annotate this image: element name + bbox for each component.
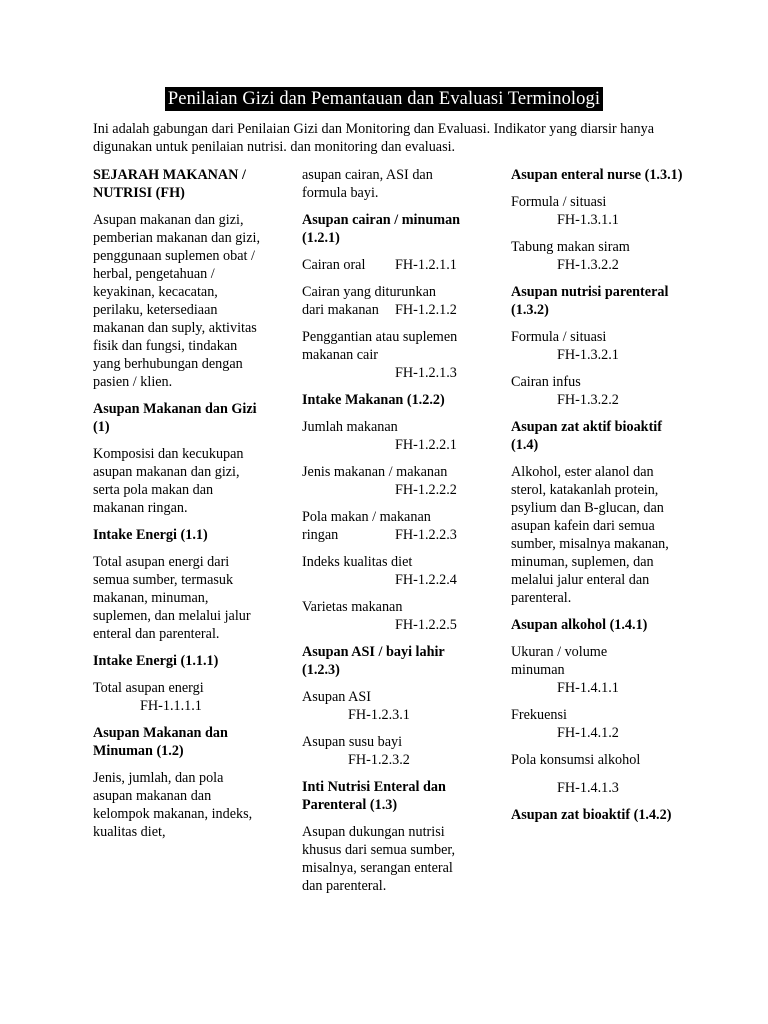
indicator-code: FH-1.2.2.1 (395, 437, 457, 453)
indicator-label: Jumlah makanan (302, 419, 398, 435)
indicator-label: Total asupan energi (93, 680, 204, 696)
indicator-code: FH-1.2.3.2 (348, 752, 410, 768)
indicator-item (302, 418, 472, 454)
indicator-code: FH-1.2.1.2 (395, 302, 457, 318)
indicator-label: Jenis makanan / makanan (302, 464, 448, 480)
indicator-label: Varietas makanan (302, 599, 403, 615)
section-heading: Asupan alkohol (1.4.1) (511, 617, 648, 633)
indicator-item (302, 508, 472, 544)
indicator-label: Pola makan / makanan (302, 509, 431, 525)
column-2 (302, 166, 472, 904)
indicator-label: Asupan ASI (302, 689, 371, 705)
section-paragraph: Asupan makanan dan gizi, pemberian makanan dan gizi, penggunaan suplemen obat / herbal, pengetahuan / keyakinan, kecacatan, perilaku, ketersediaan makanan dan suply, aktivitas fisik dan fungsi, tindakan yang berhubungan dengan pasien / klien. (93, 212, 261, 390)
section-heading: SEJARAH MAKANAN / NUTRISI (FH) (93, 167, 246, 201)
indicator-code: FH-1.3.2.1 (557, 347, 619, 363)
indicator-item (302, 733, 472, 769)
indicator-code: FH-1.1.1.1 (140, 698, 202, 714)
indicator-code: FH-1.2.2.3 (395, 527, 457, 543)
indicator-code: FH-1.2.2.2 (395, 482, 457, 498)
indicator-code: FH-1.3.2.2 (557, 392, 619, 408)
indicator-label: Cairan yang diturunkan (302, 284, 436, 300)
section-heading: Intake Makanan (1.2.2) (302, 392, 445, 408)
indicator-code: FH-1.2.3.1 (348, 707, 410, 723)
section-heading: Asupan nutrisi parenteral (1.3.2) (511, 284, 669, 318)
section-heading: Asupan Makanan dan Minuman (1.2) (93, 725, 228, 759)
section-heading: Asupan cairan / minuman (1.2.1) (302, 212, 461, 246)
column-3 (511, 166, 691, 833)
indicator-item (302, 256, 472, 274)
indicator-item (511, 373, 691, 409)
indicator-label: ringan (302, 527, 339, 543)
indicator-label: dari makanan (302, 302, 379, 318)
section-paragraph: Komposisi dan kecukupan asupan makanan dan gizi, serta pola makan dan makanan ringan. (93, 446, 244, 516)
indicator-code: FH-1.3.1.1 (557, 212, 619, 228)
indicator-label: Cairan infus (511, 374, 581, 390)
indicator-code: FH-1.2.2.4 (395, 572, 457, 588)
indicator-item (302, 553, 472, 589)
indicator-item (511, 706, 691, 742)
indicator-code: FH-1.2.1.1 (395, 257, 457, 273)
section-paragraph: Alkohol, ester alanol dan sterol, katakanlah protein, psylium dan B-glucan, dan asupan kafein dari semua sumber, misalnya makanan, minuman, suplemen, dan melalui jalur enteral dan parenteral. (511, 464, 669, 606)
section-heading: Intake Energi (1.1) (93, 527, 208, 543)
indicator-item (511, 643, 691, 697)
indicator-item (511, 193, 691, 229)
column-1 (93, 166, 263, 850)
title-container (0, 87, 768, 111)
indicator-item (511, 328, 691, 364)
intro-paragraph: Ini adalah gabungan dari Penilaian Gizi dan Monitoring dan Evaluasi. Indikator yang diarsir hanya digunakan untuk penilaian nutrisi. dan monitoring dan evaluasi. (93, 121, 655, 155)
indicator-label: Ukuran / volume minuman (511, 644, 608, 678)
indicator-code: FH-1.4.1.1 (557, 680, 619, 696)
indicator-item (302, 688, 472, 724)
indicator-label: Tabung makan siram (511, 239, 630, 255)
indicator-code: FH-1.4.1.2 (557, 725, 619, 741)
indicator-item (302, 283, 472, 319)
indicator-label: Cairan oral (302, 257, 366, 273)
indicator-item (302, 598, 472, 634)
section-heading: Asupan zat aktif bioaktif (1.4) (511, 419, 662, 453)
section-heading: Asupan zat bioaktif (1.4.2) (511, 807, 672, 823)
section-heading: Asupan enteral nurse (1.3.1) (511, 167, 683, 183)
page-title: Penilaian Gizi dan Pemantauan dan Evaluasi Terminologi (165, 87, 603, 111)
indicator-label: Formula / situasi (511, 194, 607, 210)
indicator-item (302, 463, 472, 499)
indicator-item (93, 679, 263, 715)
section-paragraph: Total asupan energi dari semua sumber, termasuk makanan, minuman, suplemen, dan melalui jalur enteral dan parenteral. (93, 554, 251, 642)
section-heading: Inti Nutrisi Enteral dan Parenteral (1.3) (302, 779, 446, 813)
indicator-label: Formula / situasi (511, 329, 607, 345)
indicator-code: FH-1.3.2.2 (557, 257, 619, 273)
indicator-label: Pola konsumsi alkohol (511, 752, 641, 768)
indicator-code: FH-1.2.1.3 (395, 365, 457, 381)
section-paragraph: Asupan dukungan nutrisi khusus dari semua sumber, misalnya, serangan enteral dan parenteral. (302, 824, 456, 894)
section-heading: Asupan ASI / bayi lahir (1.2.3) (302, 644, 445, 678)
indicator-code: FH-1.4.1.3 (557, 780, 619, 796)
indicator-label: Frekuensi (511, 707, 567, 723)
section-paragraph: Jenis, jumlah, dan pola asupan makanan dan kelompok makanan, indeks, kualitas diet, (93, 770, 253, 840)
section-heading: Asupan Makanan dan Gizi (1) (93, 401, 257, 435)
section-paragraph: asupan cairan, ASI dan formula bayi. (302, 167, 433, 201)
indicator-label: Asupan susu bayi (302, 734, 403, 750)
indicator-label: Penggantian atau suplemen makanan cair (302, 329, 458, 363)
indicator-code: FH-1.2.2.5 (395, 617, 457, 633)
section-heading: Intake Energi (1.1.1) (93, 653, 219, 669)
indicator-item (511, 238, 691, 274)
indicator-label: Indeks kualitas diet (302, 554, 413, 570)
indicator-item (302, 328, 472, 382)
indicator-item (511, 751, 691, 797)
